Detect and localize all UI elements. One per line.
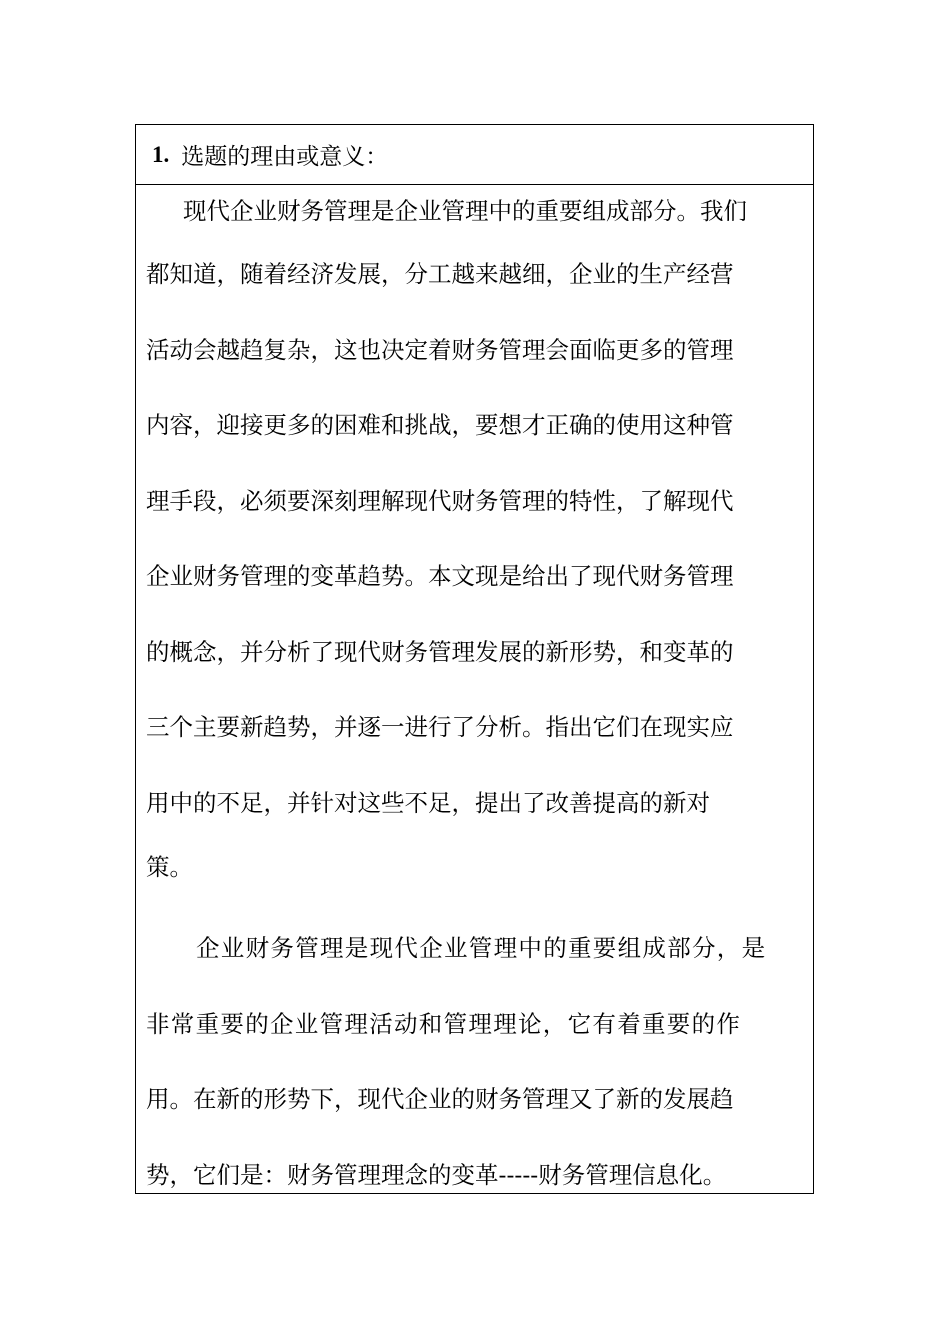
paragraph-line: 非常重要的企业管理活动和管理理论，它有着重要的作 — [146, 1009, 742, 1038]
section-title: 选题的理由或意义： — [181, 144, 389, 170]
paragraph-line: 势，它们是：财务管理理念的变革-----财务管理信息化。 — [146, 1160, 727, 1189]
section-number: 1. — [152, 141, 170, 167]
paragraph-line: 用。在新的形势下，现代企业的财务管理又了新的发展趋 — [146, 1085, 734, 1113]
section-header — [136, 125, 813, 185]
paragraph-line: 用中的不足，并针对这些不足，提出了改善提高的新对 — [146, 788, 710, 817]
paragraph-line: 活动会越趋复杂，这也决定着财务管理会面临更多的管理 — [146, 335, 734, 364]
paragraph-line: 理手段，必须要深刻理解现代财务管理的特性，了解现代 — [146, 486, 734, 515]
paragraph-line: 现代企业财务管理是企业管理中的重要组成部分。我们 — [183, 197, 747, 225]
paragraph-line: 企业财务管理是现代企业管理中的重要组成部分，是 — [196, 934, 767, 962]
paragraph-line: 内容，迎接更多的困难和挑战，要想才正确的使用这种管 — [146, 411, 734, 439]
form-table — [135, 124, 814, 1194]
paragraph-line: 的概念，并分析了现代财务管理发展的新形势，和变革的 — [146, 637, 734, 666]
paragraph-line: 三个主要新趋势，并逐一进行了分析。指出它们在现实应 — [146, 713, 734, 741]
section-body — [136, 185, 813, 1221]
paragraph-line: 企业财务管理的变革趋势。本文现是给出了现代财务管理 — [146, 562, 734, 590]
paragraph-line: 都知道，随着经济发展，分工越来越细，企业的生产经营 — [146, 260, 734, 288]
paragraph-line: 策。 — [146, 853, 193, 881]
paragraph-1 — [146, 185, 805, 919]
paragraph-2 — [146, 919, 805, 1221]
